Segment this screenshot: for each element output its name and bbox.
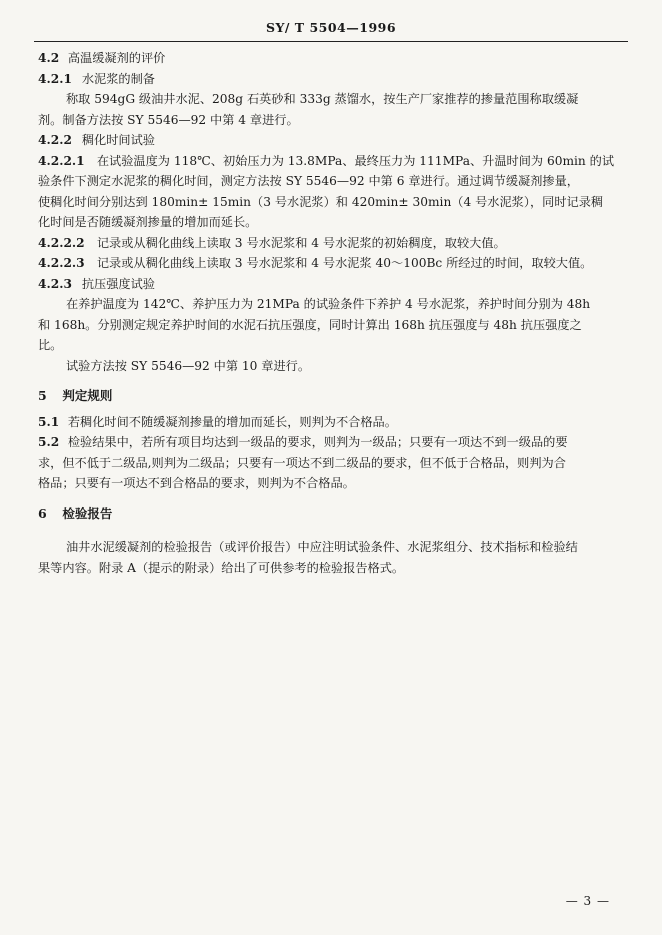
clause-4-2-2-3 [38,253,628,274]
header-rule [34,41,628,42]
paragraph-line: 比。 [38,338,63,352]
clause-number: 4.2.2.1 [38,153,85,168]
spacer [38,529,628,537]
section-number: 4.2.1 [38,71,72,86]
paragraph-line: 在养护温度为 142℃、养护压力为 21MPa 的试验条件下养护 4 号水泥浆，养护时间分别为 48h [66,297,591,311]
section-number: 4.2.2 [38,133,72,147]
paragraph-line: 使稠化时间分别达到 180min± 15min（3 号水泥浆）和 420min± 30min（4 号水泥浆），同时记录稠 [38,194,604,209]
page-number: — 3 — [565,894,610,908]
section-title: 抗压强度试验 [81,276,155,291]
paragraph-line: 验条件下测定水泥浆的稠化时间，测定方法按 SY 5546—92 中第 6 章进行。通过调节缓凝剂掺量， [38,174,579,188]
clause-number: 4.2.2.3 [38,256,85,270]
clause-number: 5.2 [38,435,60,449]
section-number: 6 [38,505,47,521]
clause-4-2-2-2 [38,233,628,254]
section-title: 水泥浆的制备 [81,71,155,86]
page-header: SY/ T 5504—1996 [265,20,397,35]
section-4-2-1 [38,69,628,90]
paragraph-line: 剂。制备方法按 SY 5546—92 中第 4 章进行。 [38,112,299,127]
section-number: 4.2 [38,51,60,65]
clause-number: 4.2.2.2 [38,235,85,250]
paragraph-line: 在试验温度为 118℃、初始压力为 13.8MPa、最终压力为 111MPa、升温时间为 60min 的试 [96,153,615,168]
paragraph-line: 油井水泥缓凝剂的检验报告（或评价报告）中应注明试验条件、水泥浆组分、技术指标和检验结 [66,540,578,554]
paragraph-line: 求，但不低于二级品,则判为二级品；只要有一项达不到二级品的要求，但不低于合格品，则判为合 [38,455,566,470]
clause-4-2-2-1 [38,151,628,172]
paragraph-line: 检验结果中，若所有项目均达到一级品的要求，则判为一级品；只要有一项达不到一级品的要 [67,435,568,449]
paragraph-line: 果等内容。附录 A（提示的附录）给出了可供参考的检验报告格式。 [38,560,405,575]
paragraph-line: 试验方法按 SY 5546—92 中第 10 章进行。 [66,358,311,373]
section-title: 判定规则 [62,388,113,403]
section-number: 4.2.3 [38,276,72,291]
paragraph-line: 若稠化时间不随缓凝剂掺量的增加而延长，则判为不合格品。 [67,414,397,429]
section-4-2-2 [38,130,628,151]
clause-5-1 [38,412,628,433]
paragraph-line: 和 168h。分别测定规定养护时间的水泥石抗压强度，同时计算出 168h 抗压强度与 48h 抗压强度之 [38,317,582,332]
section-number: 5 [38,388,47,403]
clause-number: 5.1 [38,414,60,429]
page-content [38,48,628,578]
paragraph-line: 化时间是否随缓凝剂掺量的增加而延长。 [38,215,258,229]
paragraph-line: 记录或从稠化曲线上读取 3 号水泥浆和 4 号水泥浆 40～100Bc 所经过的时间，取较大值。 [96,256,593,270]
paragraph-line: 称取 594gG 级油井水泥、208g 石英砂和 333g 蒸馏水，按生产厂家推荐的掺量范围称取缓凝 [66,92,579,106]
section-5-heading [38,386,628,407]
section-4-2-3 [38,274,628,295]
paragraph-line: 格品；只要有一项达不到合格品的要求，则判为不合格品。 [38,476,355,490]
section-title: 检验报告 [62,505,113,521]
section-title: 高温缓凝剂的评价 [67,51,166,65]
paragraph-line: 记录或从稠化曲线上读取 3 号水泥浆和 4 号水泥浆的初始稠度，取较大值。 [96,235,506,250]
section-4-2 [38,48,628,69]
section-6-heading [38,504,628,525]
section-title: 稠化时间试验 [81,133,155,147]
clause-5-2 [38,432,628,453]
